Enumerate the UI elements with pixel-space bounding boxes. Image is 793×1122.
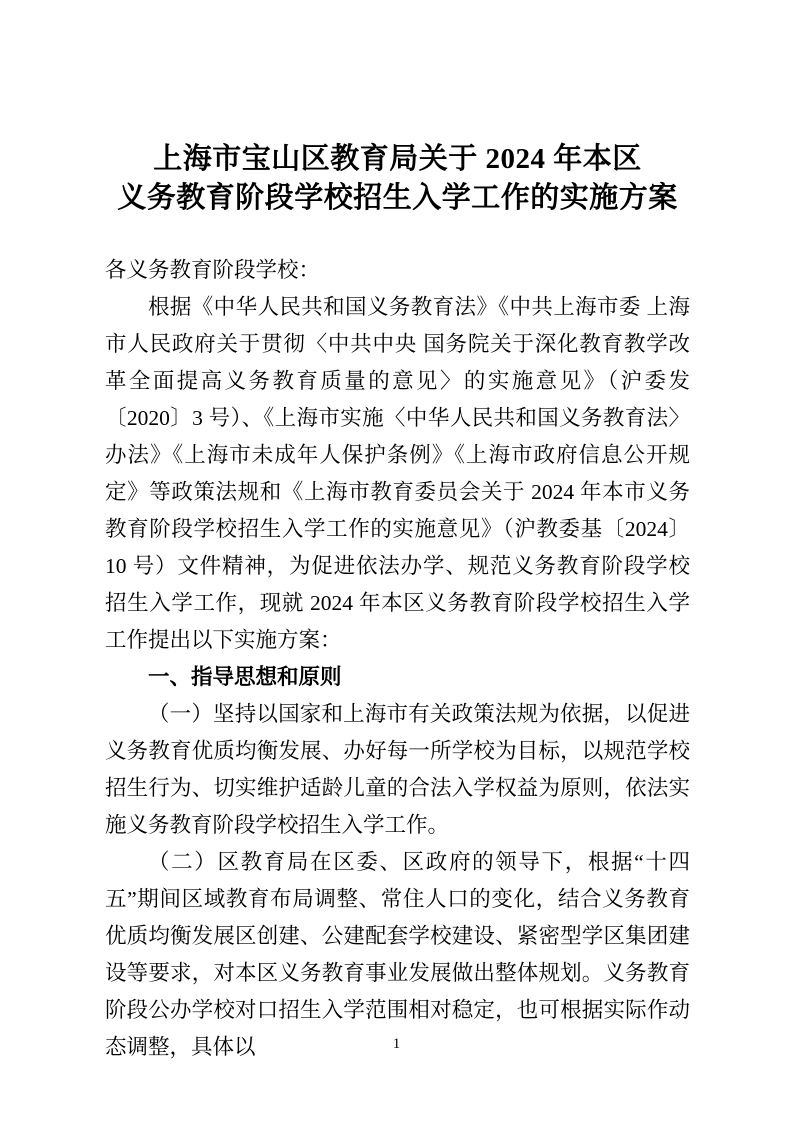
document-content <box>105 140 690 1066</box>
document-body <box>105 252 690 1066</box>
document-title-line1: 上海市宝山区教育局关于 2024 年本区 <box>153 143 642 175</box>
page-number: 1 <box>392 1036 401 1052</box>
document-title-line2: 义务教育阶段学校招生入学工作的实施方案 <box>117 182 678 214</box>
document-title <box>105 140 690 218</box>
salutation: 各义务教育阶段学校： <box>105 258 321 282</box>
paragraph-intro: 根据《中华人民共和国义务教育法》《中共上海市委 上海市人民政府关于贯彻〈中共中央 国务院关于深化教育教学改革全面提高义务教育质量的意见〉的实施意见》（沪委发〔2020〕3 号）、《上海市实施〈中华人民共和国义务教育法〉办法》《上海市未成年人保护条例》《上海市政府信息公开规定》等政策法规和《上海市教育委员会关于 2024 年本市义务教育阶段学校招生入学工作的实施意见》（沪教委基〔2024〕10 号）文件精神，为促进依法办学、规范义务教育阶段学校招生入学工作，现就 2024 年本区义务教育阶段学校招生入学工作提出以下实施方案： <box>105 295 690 652</box>
section-1-paragraph-1: （一）坚持以国家和上海市有关政策法规为依据，以促进义务教育优质均衡发展、办好每一所学校为目标，以规范学校招生行为、切实维护适龄儿童的合法入学权益为原则，依法实施义务教育阶段学校招生入学工作。 <box>105 702 690 837</box>
section-1-paragraph-2: （二）区教育局在区委、区政府的领导下，根据“十四五”期间区域教育布局调整、常住人口的变化，结合义务教育优质均衡发展区创建、公建配套学校建设、紧密型学区集团建设等要求，对本区义务教育事业发展做出整体规划。义务教育阶段公办学校对口招生入学范围相对稳定，也可根据实际作动态调整，具体以 <box>105 850 690 1059</box>
section-1-heading: 一、指导思想和原则 <box>148 665 342 689</box>
